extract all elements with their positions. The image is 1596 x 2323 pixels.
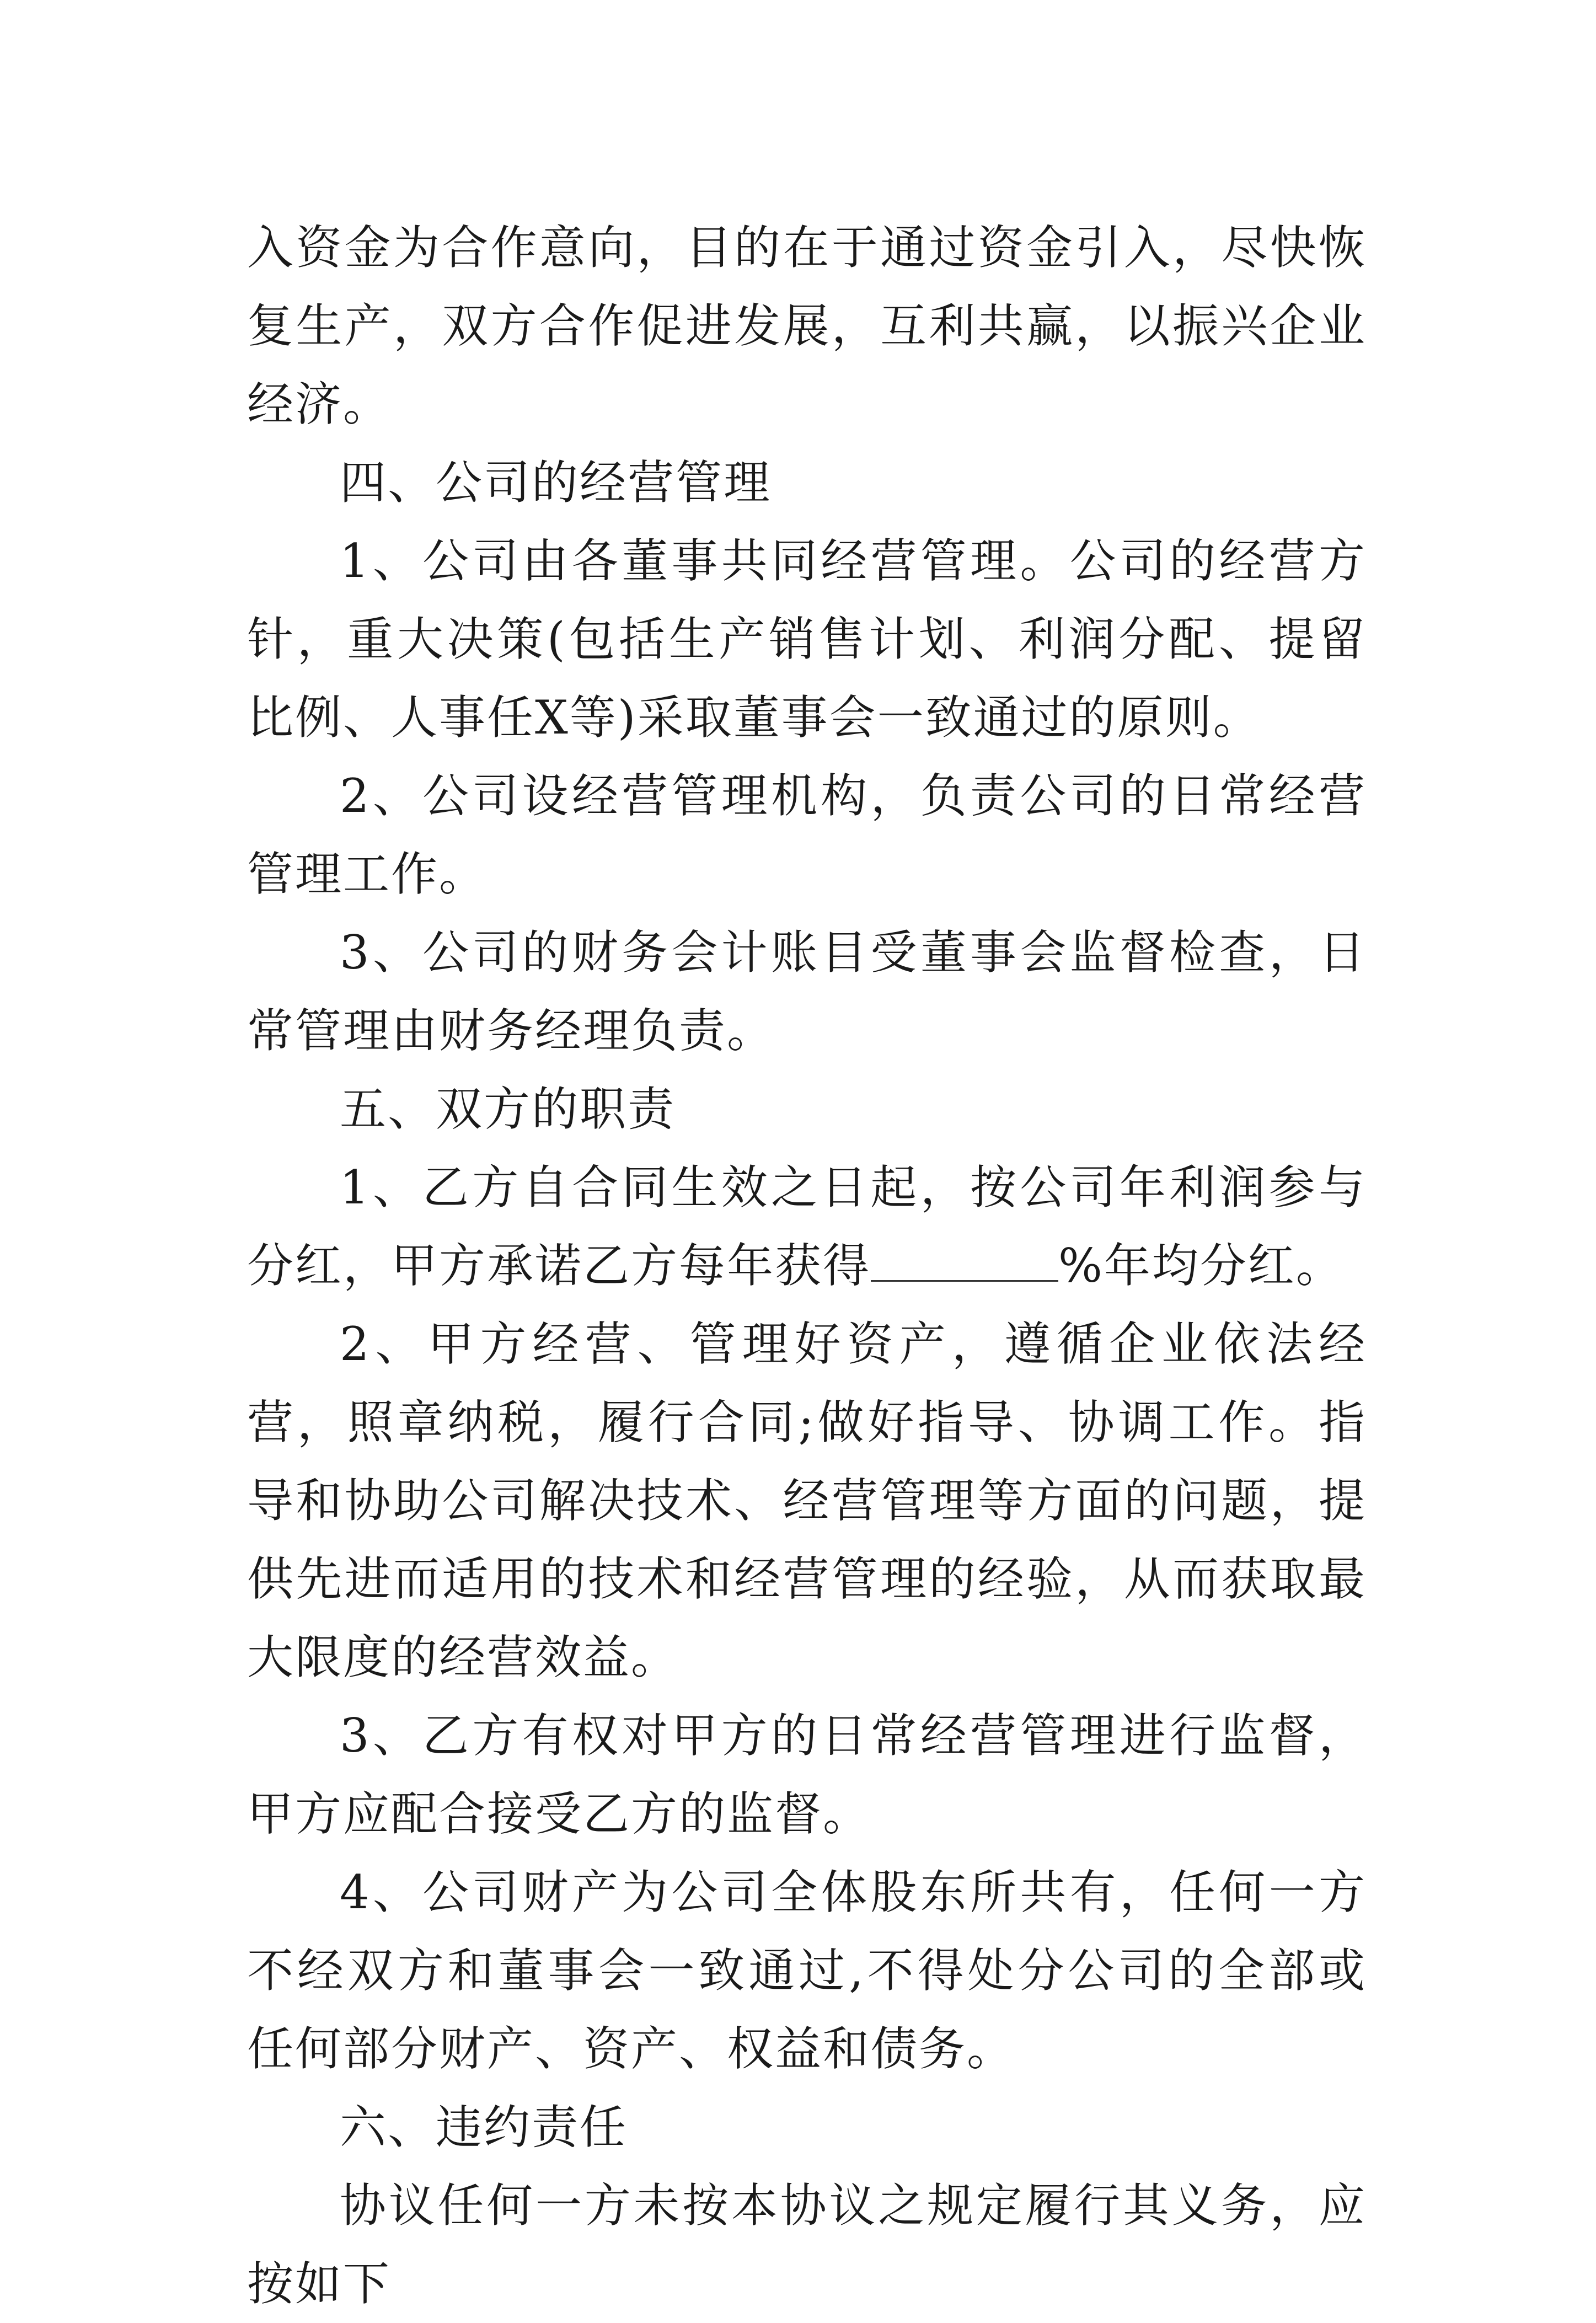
section-heading-4: 四、公司的经营管理 [340, 456, 772, 510]
paragraph-intro: 入资金为合作意向，目的在于通过资金引入，尽快恢复生产，双方合作促进发展，互利共赢，以振兴企业经济。 [247, 221, 1367, 431]
paragraph-5-1-tail: %年均分红。 [1058, 1239, 1344, 1293]
paragraph-5-1-lead: 1、乙方自合同生效之日起，按公司年利润参与分红，甲方承诺乙方每年获得 [247, 1160, 1367, 1293]
paragraph-5-4: 4、公司财产为公司全体股东所共有，任何一方不经双方和董事会一致通过,不得处分公司的全部或任何部分财产、资产、权益和债务。 [247, 1865, 1367, 2076]
paragraph-4-2: 2、公司设经营管理机构，负责公司的日常经营管理工作。 [247, 769, 1367, 901]
paragraph-4-3: 3、公司的财务会计账目受董事会监督检查，日常管理由财务经理负责。 [247, 925, 1367, 1058]
document-body [247, 208, 1367, 2323]
percentage-blank-field [871, 1241, 1058, 1282]
section-heading-6: 六、违约责任 [340, 2100, 628, 2154]
paragraph-6-1: 协议任何一方未按本协议之规定履行其义务，应按如下 [247, 2179, 1367, 2311]
paragraph-5-1 [247, 1148, 1367, 1305]
section-heading-5: 五、双方的职责 [340, 1082, 676, 1136]
paragraph-5-3: 3、乙方有权对甲方的日常经营管理进行监督，甲方应配合接受乙方的监督。 [247, 1709, 1367, 1841]
paragraph-5-2: 2、甲方经营、管理好资产，遵循企业依法经营，照章纳税，履行合同;做好指导、协调工作。指导和协助公司解决技术、经营管理等方面的问题，提供先进而适用的技术和经营管理的经验，从而获取最大限度的经营效益。 [247, 1317, 1367, 1684]
paragraph-4-1: 1、公司由各董事共同经营管理。公司的经营方针，重大决策(包括生产销售计划、利润分配、提留比例、人事任X等)采取董事会一致通过的原则。 [247, 534, 1367, 745]
